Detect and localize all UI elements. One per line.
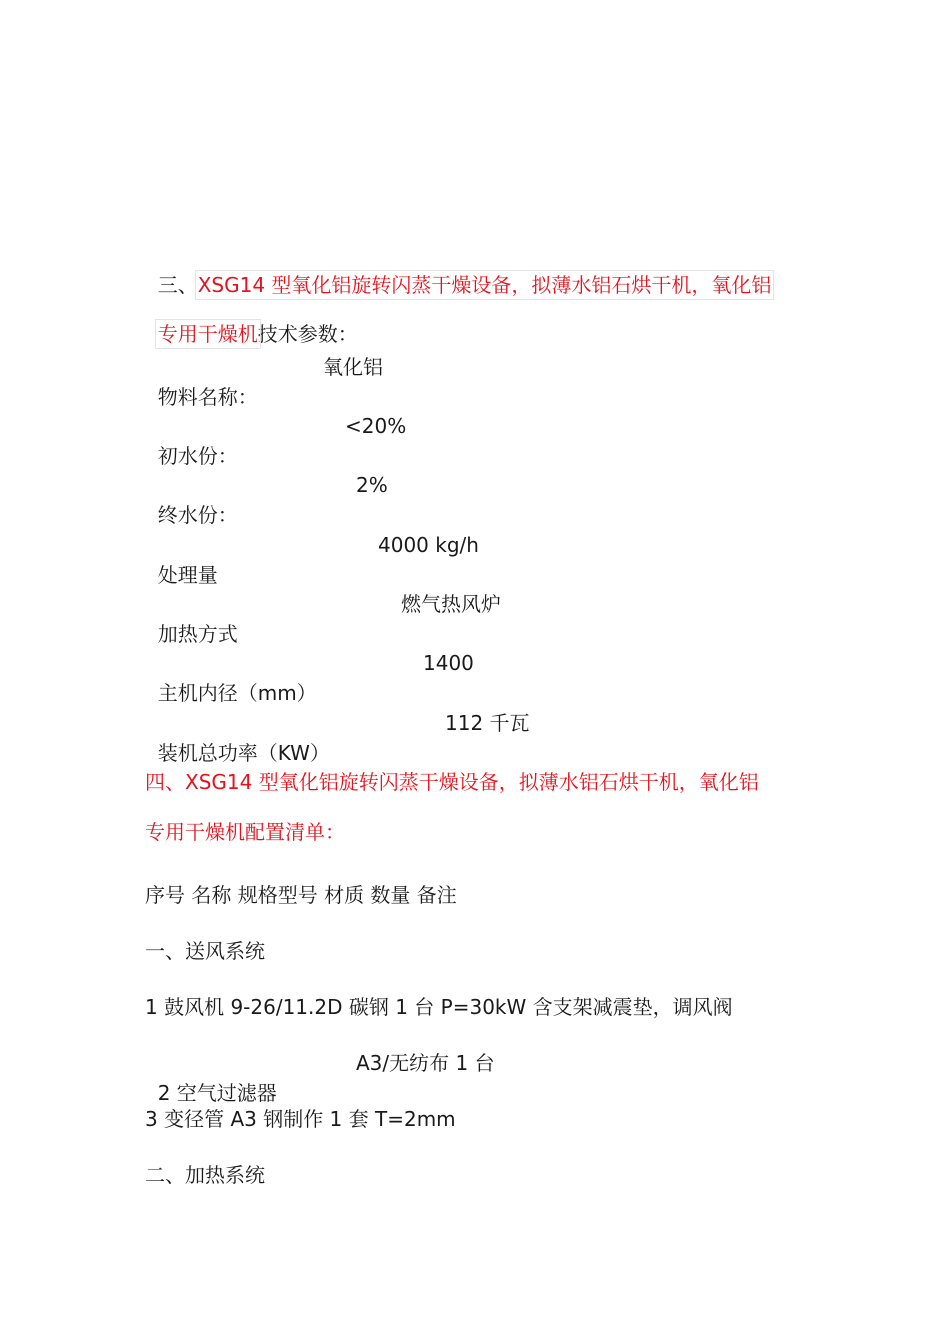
param-label: 初水份： bbox=[157, 444, 238, 468]
param-row-final-moisture bbox=[145, 470, 845, 527]
param-value: 燃气热风炉 bbox=[401, 592, 501, 616]
section4-title-line2: 专用干燥机配置清单： bbox=[145, 820, 345, 844]
param-value: 4000 kg/h bbox=[378, 533, 479, 557]
section3-title-red-2: 专用干燥机 bbox=[157, 322, 258, 346]
section3-title-red: XSG14 型氧化铝旋转闪蒸干燥设备，拟薄水铝石烘干机，氧化铝 bbox=[197, 273, 772, 297]
param-row-initial-moisture bbox=[145, 411, 845, 468]
param-value: 112 千瓦 bbox=[445, 711, 530, 735]
list-header: 序号 名称 规格型号 材质 数量 备注 bbox=[145, 883, 457, 907]
section3-title-line2 bbox=[145, 289, 358, 349]
section4-title-line1: 四、XSG14 型氧化铝旋转闪蒸干燥设备，拟薄水铝石烘干机，氧化铝 bbox=[145, 770, 759, 794]
param-value: 1400 bbox=[423, 651, 474, 675]
param-row-power bbox=[145, 708, 845, 765]
param-row-capacity bbox=[145, 530, 845, 587]
list-row-air-filter bbox=[145, 1048, 845, 1105]
param-row-material bbox=[145, 352, 845, 409]
section3-prefix: 三、 bbox=[157, 273, 198, 297]
param-value: 2% bbox=[356, 473, 388, 497]
param-row-heating bbox=[145, 589, 845, 646]
list-row-value: A3/无纺布 1 台 bbox=[356, 1051, 495, 1075]
param-row-diameter bbox=[145, 648, 845, 705]
param-label: 加热方式 bbox=[157, 622, 238, 646]
list-group-heating: 二、加热系统 bbox=[145, 1163, 265, 1187]
list-group-air-supply: 一、送风系统 bbox=[145, 939, 265, 963]
list-row-reducer-pipe: 3 变径管 A3 钢制作 1 套 T=2mm bbox=[145, 1107, 456, 1131]
list-row-blower: 1 鼓风机 9-26/11.2D 碳钢 1 台 P=30kW 含支架减震垫，调风阀 bbox=[145, 995, 733, 1019]
param-value: 氧化铝 bbox=[323, 355, 383, 379]
param-label: 终水份： bbox=[157, 503, 238, 527]
param-label: 主机内径（mm） bbox=[157, 681, 317, 705]
param-label: 处理量 bbox=[157, 563, 218, 587]
section3-title-black: 技术参数： bbox=[257, 322, 358, 346]
list-row-label: 2 空气过滤器 bbox=[157, 1081, 277, 1105]
param-label: 装机总功率（KW） bbox=[157, 741, 330, 765]
param-label: 物料名称： bbox=[157, 385, 258, 409]
param-value: <20% bbox=[345, 414, 407, 438]
